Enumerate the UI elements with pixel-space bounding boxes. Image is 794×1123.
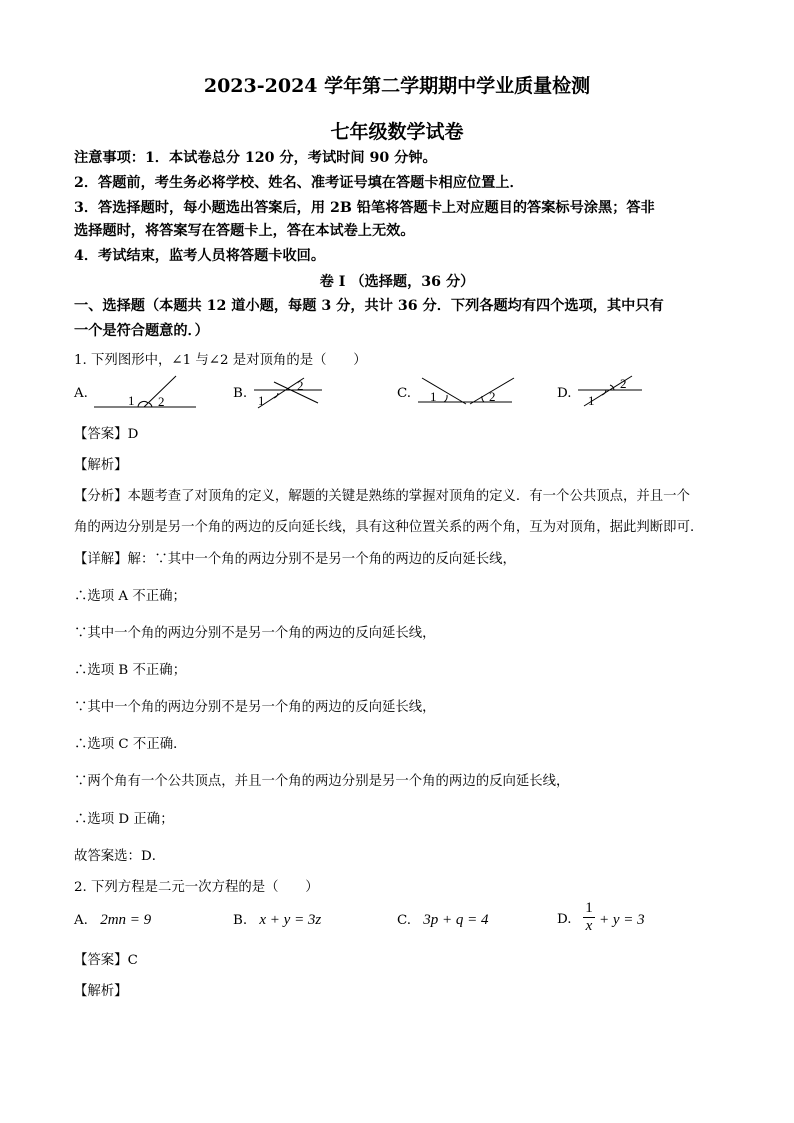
- q2-option-b: [233, 912, 321, 929]
- section-instruction-2: 一个是符合题意的．）: [74, 323, 209, 339]
- q1-answer-value: D: [127, 427, 139, 442]
- q2-option-d-numerator: 1: [585, 900, 593, 916]
- q2-option-a-expr: 2mn = 9: [100, 912, 152, 928]
- q1-option-c-label: C.: [397, 386, 412, 401]
- q1-figure-c: [416, 376, 520, 408]
- q2-option-a: [74, 912, 151, 929]
- q2-option-d-label: D.: [557, 912, 572, 927]
- note-line-1: 注意事项：1．本试卷总分 120 分，考试时间 90 分钟。: [74, 150, 437, 166]
- q1-option-d-label: D.: [557, 386, 572, 401]
- q1-a-label-1: 1: [128, 393, 135, 408]
- q2-analysis-tag: 【解析】: [74, 984, 128, 999]
- q1-analysis-line-10: ∴选项 D 正确；: [74, 812, 174, 827]
- note-line-3: 3．答选择题时，每小题选出答案后，用 2B 铅笔将答题卡上对应题目的答案标号涂黑；答非: [74, 200, 655, 216]
- q1-d-label-1: 1: [588, 393, 595, 408]
- section-instruction-1: 一、选择题（本题共 12 道小题，每题 3 分，共计 36 分．下列各题均有四个选项，其中只有: [74, 298, 664, 314]
- q1-a-label-2: 2: [158, 394, 165, 409]
- note-line-4: 选择题时，将答案写在答题卡上，答在本试卷上无效。: [74, 223, 415, 239]
- q2-stem: 2. 下列方程是二元一次方程的是（ ）: [74, 880, 319, 895]
- q1-answer: [74, 423, 138, 442]
- q1-stem: 1. 下列图形中，∠1 与∠2 是对顶角的是（ ）: [74, 353, 367, 368]
- q1-analysis-line-9: ∵两个角有一个公共顶点，并且一个角的两边分别是另一个角的两边的反向延长线，: [74, 774, 570, 789]
- q1-analysis-line-3: 【详解】解：∵其中一个角的两边分别不是另一个角的两边的反向延长线，: [74, 552, 516, 567]
- q1-analysis-line-7: ∵其中一个角的两边分别不是另一个角的两边的反向延长线，: [74, 700, 436, 715]
- q2-option-c: [397, 912, 489, 929]
- q1-b-label-2: 2: [297, 378, 304, 393]
- q1-figure-d: [576, 374, 648, 408]
- q1-analysis-line-11: 故答案选：D．: [74, 849, 166, 864]
- q1-analysis-line-4: ∴选项 A 不正确；: [74, 589, 186, 604]
- q1-option-b-label: B.: [233, 386, 248, 401]
- note-line-2: 2．答题前，考生务必将学校、姓名、准考证号填在答题卡相应位置上．: [74, 175, 524, 191]
- q2-answer: [74, 949, 138, 968]
- q1-analysis-line-8: ∴选项 C 不正确．: [74, 737, 187, 752]
- q2-option-d-denominator: x: [585, 918, 593, 934]
- q2-option-d-fraction: [583, 901, 595, 934]
- q1-analysis-tag: 【解析】: [74, 458, 128, 473]
- exam-subtitle: 七年级数学试卷: [330, 121, 464, 143]
- q2-option-c-label: C.: [397, 913, 412, 928]
- q2-answer-tag: 【答案】: [74, 953, 128, 968]
- q2-option-a-label: A.: [74, 913, 88, 928]
- exam-title: 2023-2024 学年第二学期期中学业质量检测: [203, 75, 591, 97]
- q2-option-b-label: B.: [233, 913, 248, 928]
- q1-c-label-2: 2: [489, 389, 496, 404]
- q1-answer-tag: 【答案】: [74, 427, 128, 442]
- q2-answer-value: C: [127, 953, 138, 968]
- q1-analysis-line-6: ∴选项 B 不正确；: [74, 663, 187, 678]
- section-title: 卷 I （选择题，36 分）: [319, 274, 475, 290]
- q1-analysis-line-1: 【分析】本题考查了对顶角的定义，解题的关键是熟练的掌握对顶角的定义．有一个公共顶点，并且一个: [74, 489, 690, 504]
- q1-analysis-line-2: 角的两边分别是另一个角的两边的反向延长线，具有这种位置关系的两个角，互为对顶角，据此判断即可．: [74, 520, 704, 535]
- q2-option-b-expr: x + y = 3z: [259, 912, 322, 928]
- q1-b-label-1: 1: [258, 393, 265, 408]
- q1-figure-a: [92, 370, 202, 412]
- q2-option-d-expr: + y = 3: [599, 912, 645, 928]
- q1-analysis-line-5: ∵其中一个角的两边分别不是另一个角的两边的反向延长线，: [74, 626, 436, 641]
- q1-c-label-1: 1: [430, 389, 437, 404]
- q1-d-label-2: 2: [620, 376, 627, 391]
- q1-figure-b: [252, 376, 332, 410]
- q2-option-c-expr: 3p + q = 4: [423, 912, 489, 928]
- note-line-5: 4．考试结束，监考人员将答题卡收回。: [74, 248, 326, 264]
- q1-option-a-label: A.: [74, 386, 88, 401]
